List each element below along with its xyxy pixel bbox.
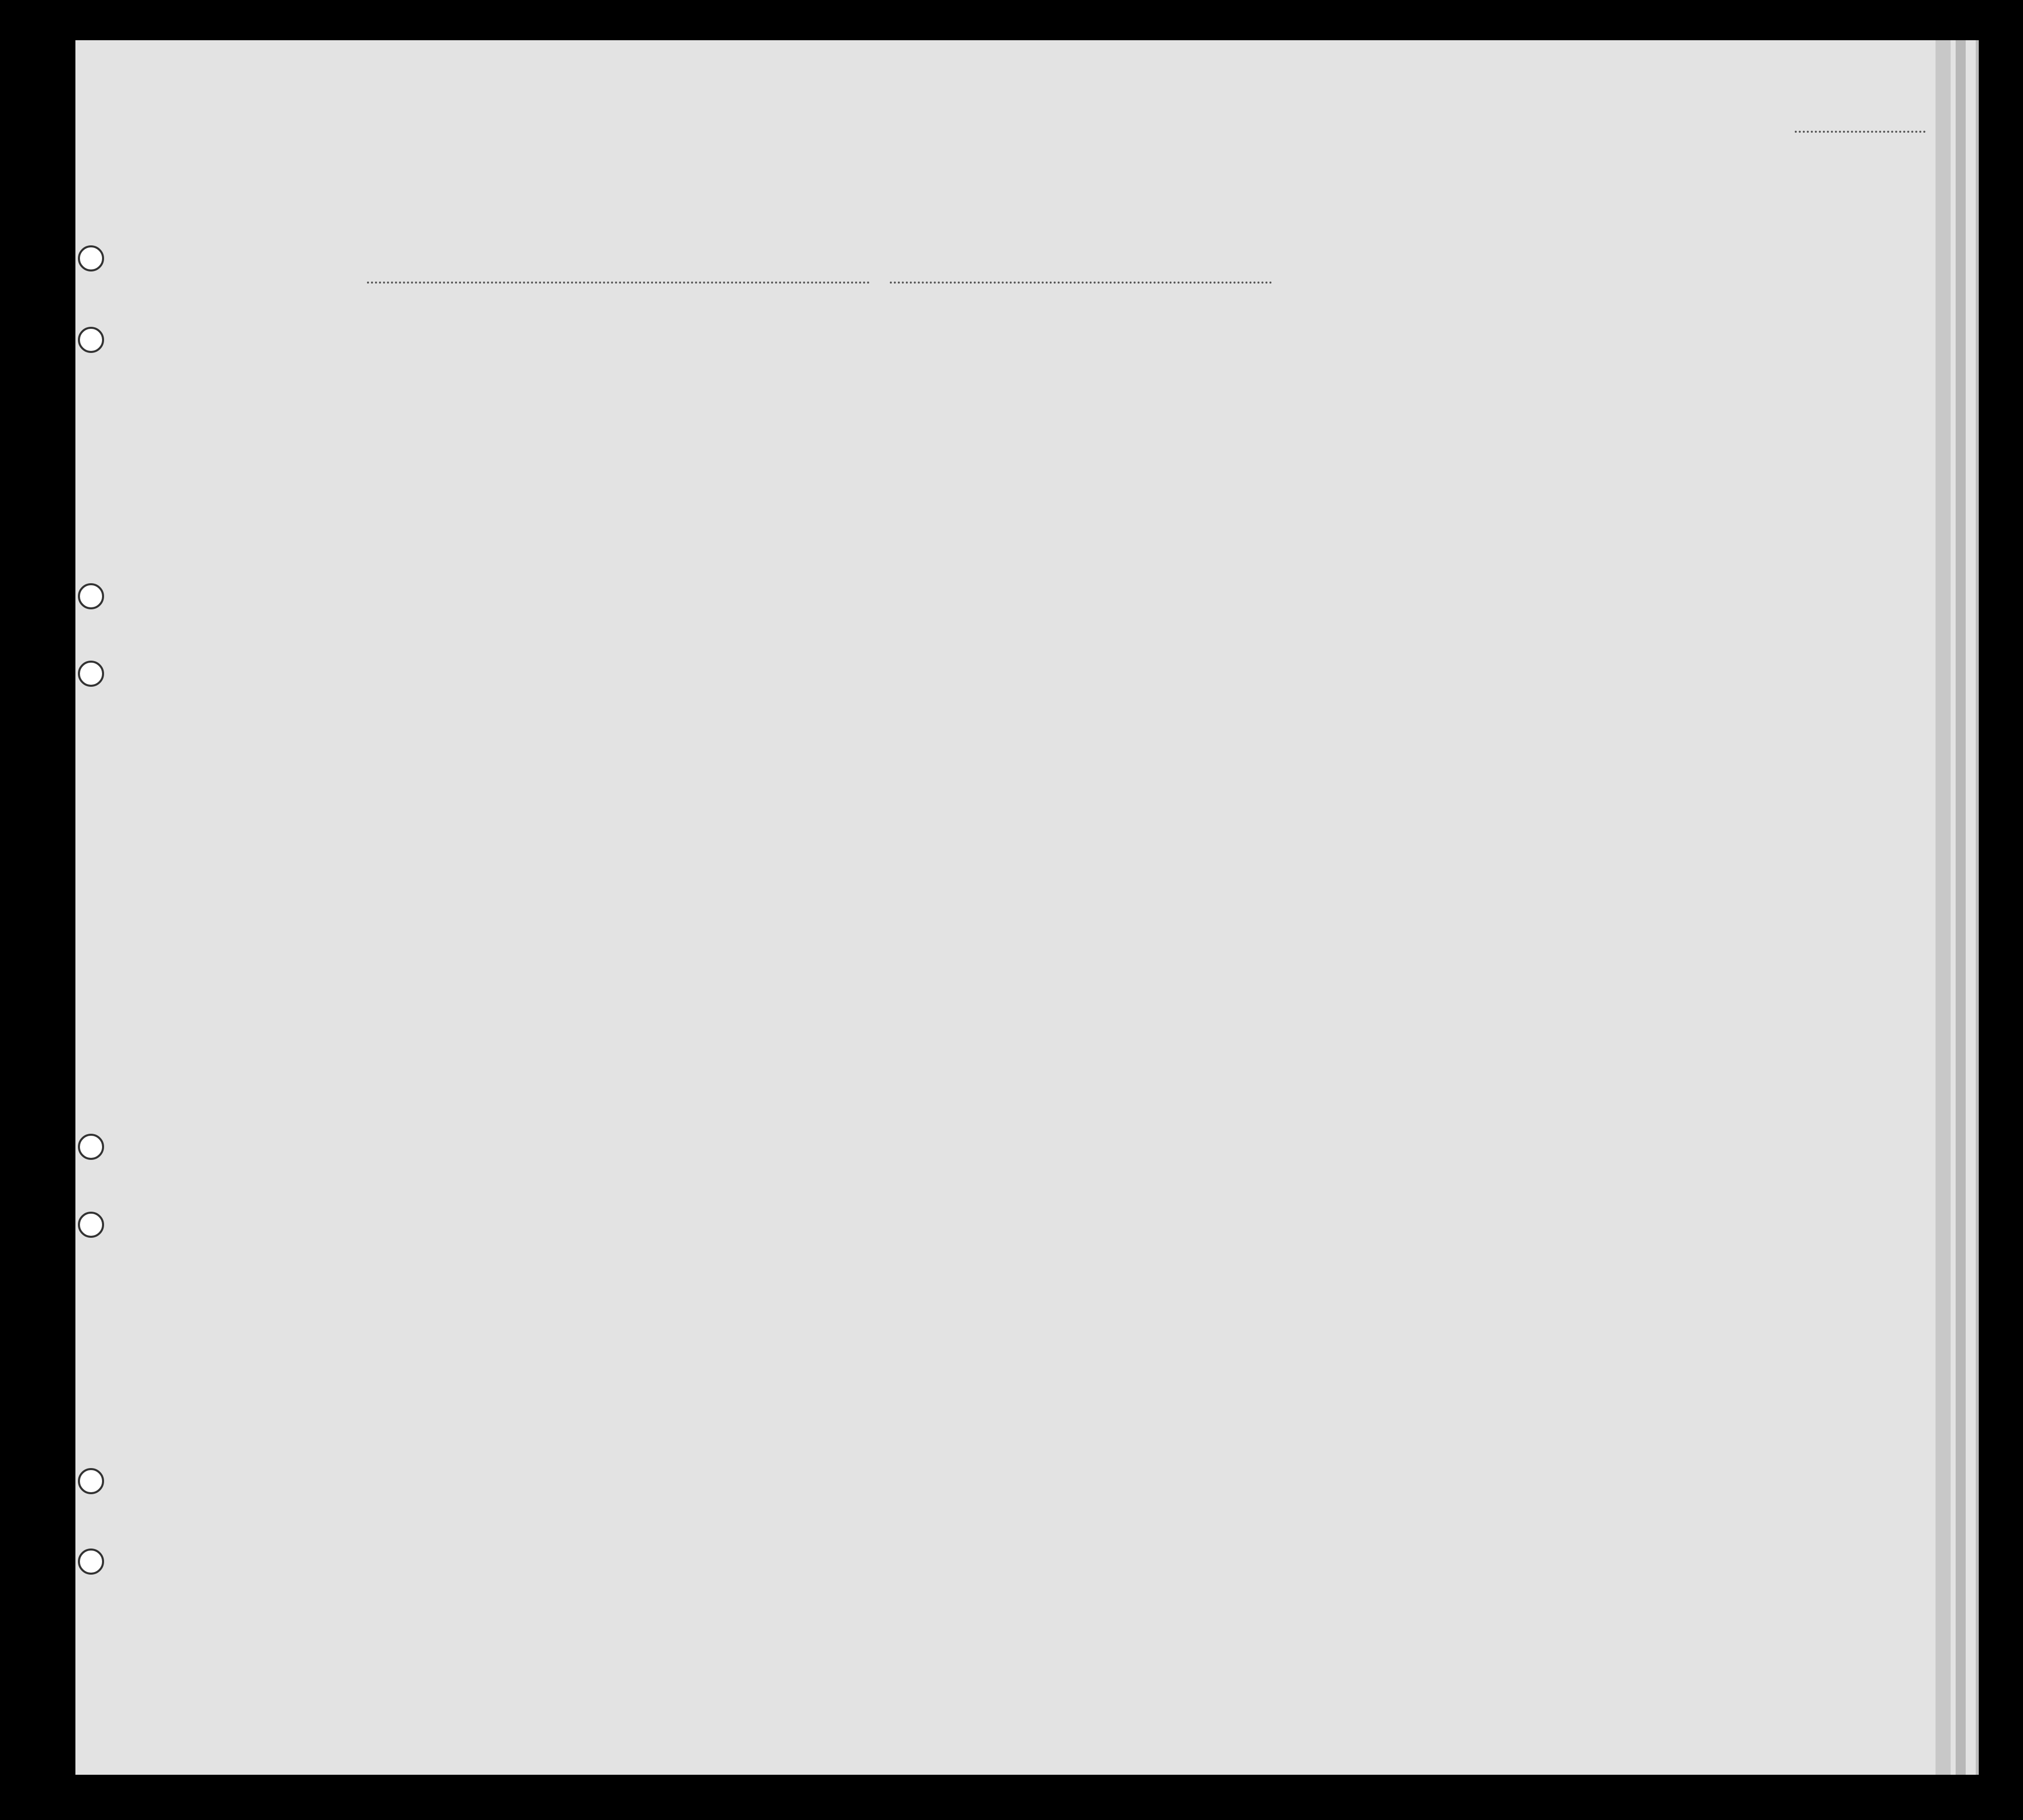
binder-hole-icon [78,661,104,687]
binder-hole-icon [78,327,104,353]
binder-hole-icon [78,1212,104,1238]
binder-hole-icon [78,1134,104,1160]
manifest-table [75,40,1976,1775]
binder-hole-icon [78,1549,104,1575]
binder-hole-icon [78,583,104,609]
manifest-sheet [75,40,1979,1775]
binder-hole-icon [78,245,104,271]
binder-hole-icon [78,1468,104,1494]
